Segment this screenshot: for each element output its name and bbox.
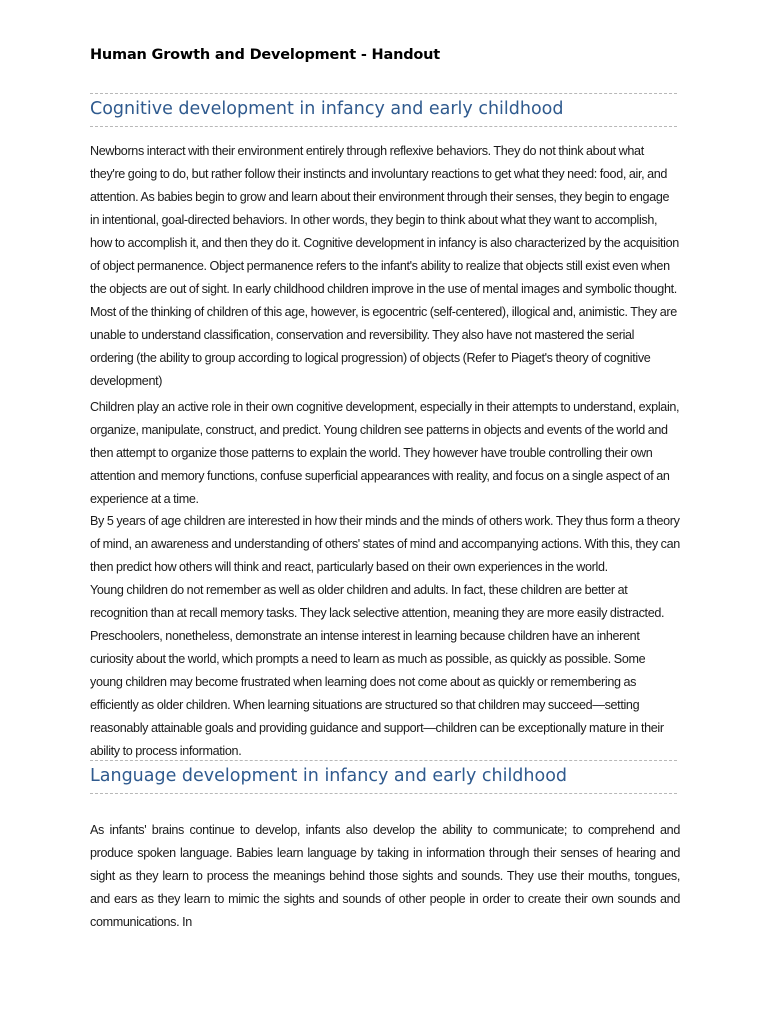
section-heading-text: Language development in infancy and early childhood	[90, 766, 568, 786]
paragraph: Young children do not remember as well as older children and adults. In fact, these children are better at recognition than at recall memory tasks. They lack selective attention, meaning they are more easily distracted. Preschoolers, nonetheless, demonstrate an intense interest in learning because children have an inherent curiosity about the world, which prompts a need to learn as much as possible, as quickly as possible. Some young children may become frustrated when learning does not come about as quickly or remembering as efficiently as older children. When learning situations are structured so that children may succeed—setting reasonably attainable goals and providing guidance and support—children can be exceptionally mature in their ability to process information.	[90, 583, 665, 758]
paragraph: Children play an active role in their own cognitive development, especially in their attempts to understand, explain, organize, manipulate, construct, and predict. Young children see patterns in objects and events of the world and then attempt to organize those patterns to explain the world. They however have trouble controlling their own attention and memory functions, confuse superficial appearances with reality, and focus on a single aspect of an experience at a time.	[90, 400, 680, 506]
section-heading-cognitive	[90, 93, 677, 127]
section-heading-text: Cognitive development in infancy and early childhood	[90, 99, 564, 119]
paragraph: By 5 years of age children are interested in how their minds and the minds of others work. They thus form a theory of mind, an awareness and understanding of others' states of mind and accompanying actions. With this, they can then predict how others will think and react, particularly based on their own experiences in the world.	[90, 514, 680, 574]
document-title: Human Growth and Development - Handout	[90, 47, 440, 63]
paragraph: As infants' brains continue to develop, infants also develop the ability to communicate; to comprehend and produce spoken language. Babies learn language by taking in information through their senses of hearing and sight as they learn to process the meanings behind those sights and sounds. They use their mouths, tongues, and ears as they learn to mimic the sights and sounds of other people in order to create their own sounds and communications. In	[90, 823, 680, 929]
section-heading-language	[90, 760, 677, 794]
paragraph: Newborns interact with their environment entirely through reflexive behaviors. They do not think about what they're going to do, but rather follow their instincts and involuntary reactions to get what they need: food, air, and attention. As babies begin to grow and learn about their environment through their senses, they begin to engage in intentional, goal-directed behaviors. In other words, they begin to think about what they want to accomplish, how to accomplish it, and then they do it. Cognitive development in infancy is also characterized by the acquisition of object permanence. Object permanence refers to the infant's ability to realize that objects still exist even when the objects are out of sight. In early childhood children improve in the use of mental images and symbolic thought. Most of the thinking of children of this age, however, is egocentric (self-centered), illogical and, animistic. They are unable to understand classification, conservation and reversibility. They also have not mastered the serial ordering (the ability to group according to logical progression) of objects (Refer to Piaget's theory of cognitive development)	[90, 144, 679, 388]
